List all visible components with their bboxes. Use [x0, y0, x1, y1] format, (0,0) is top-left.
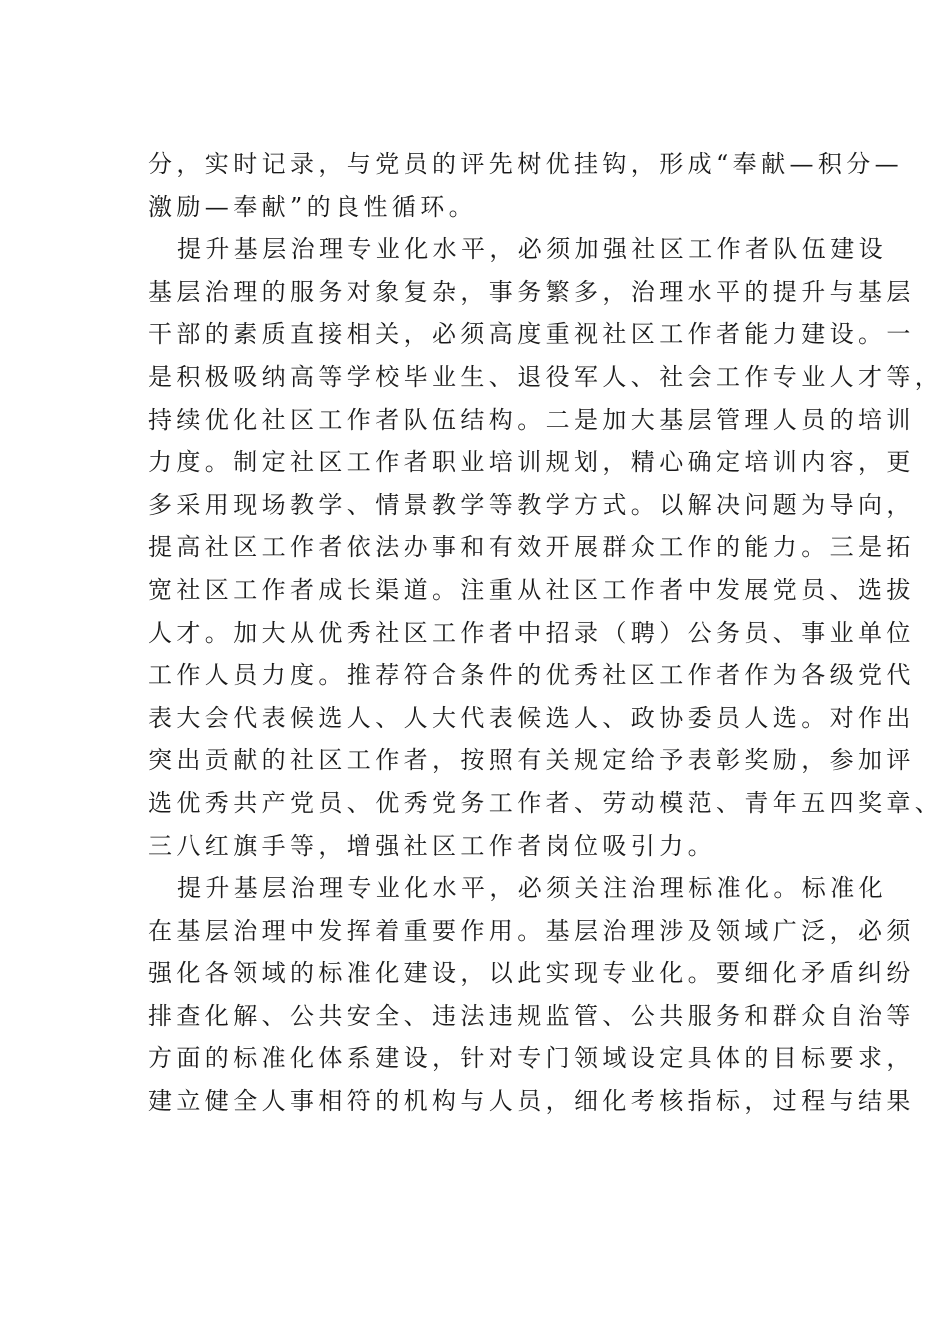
paragraph-first-line: 提升基层治理专业化水平，必须加强社区工作者队伍建设 [177, 235, 887, 264]
text-line: 提高社区工作者依法办事和有效开展群众工作的能力。三是拓 [148, 533, 915, 562]
text-line: 力度。制定社区工作者职业培训规划，精心确定培训内容，更 [148, 448, 915, 477]
text-line: 激励—奉献”的良性循环。 [148, 192, 478, 221]
text-line: 多采用现场教学、情景教学等教学方式。以解决问题为导向， [148, 490, 915, 519]
text-line: 是积极吸纳高等学校毕业生、退役军人、社会工作专业人才等， [148, 362, 944, 391]
text-line: 方面的标准化体系建设，针对专门领域设定具体的目标要求， [148, 1044, 915, 1073]
text-line: 人才。加大从优秀社区工作者中招录（聘）公务员、事业单位 [148, 618, 915, 647]
text-line: 建立健全人事相符的机构与人员，细化考核指标，过程与结果 [148, 1087, 915, 1116]
paragraph-first-line: 提升基层治理专业化水平，必须关注治理标准化。标准化 [177, 874, 887, 903]
text-line: 宽社区工作者成长渠道。注重从社区工作者中发展党员、选拔 [148, 575, 915, 604]
text-line: 选优秀共产党员、优秀党务工作者、劳动模范、青年五四奖章、 [148, 788, 944, 817]
text-line: 表大会代表候选人、人大代表候选人、政协委员人选。对作出 [148, 703, 915, 732]
text-line: 分，实时记录，与党员的评先树优挂钩，形成“奉献—积分— [148, 150, 904, 178]
text-line: 基层治理的服务对象复杂，事务繁多，治理水平的提升与基层 [148, 277, 915, 306]
text-line: 干部的素质直接相关，必须高度重视社区工作者能力建设。一 [148, 320, 915, 349]
text-line: 持续优化社区工作者队伍结构。二是加大基层管理人员的培训 [148, 405, 915, 434]
text-line: 强化各领域的标准化建设，以此实现专业化。要细化矛盾纠纷 [148, 959, 915, 988]
text-line: 在基层治理中发挥着重要作用。基层治理涉及领域广泛，必须 [148, 916, 915, 945]
text-line: 突出贡献的社区工作者，按照有关规定给予表彰奖励，参加评 [148, 746, 915, 775]
text-line: 三八红旗手等，增强社区工作者岗位吸引力。 [148, 831, 716, 860]
text-line: 排查化解、公共安全、违法违规监管、公共服务和群众自治等 [148, 1001, 915, 1030]
body-text [148, 143, 944, 1123]
text-line: 工作人员力度。推荐符合条件的优秀社区工作者作为各级党代 [148, 661, 915, 690]
